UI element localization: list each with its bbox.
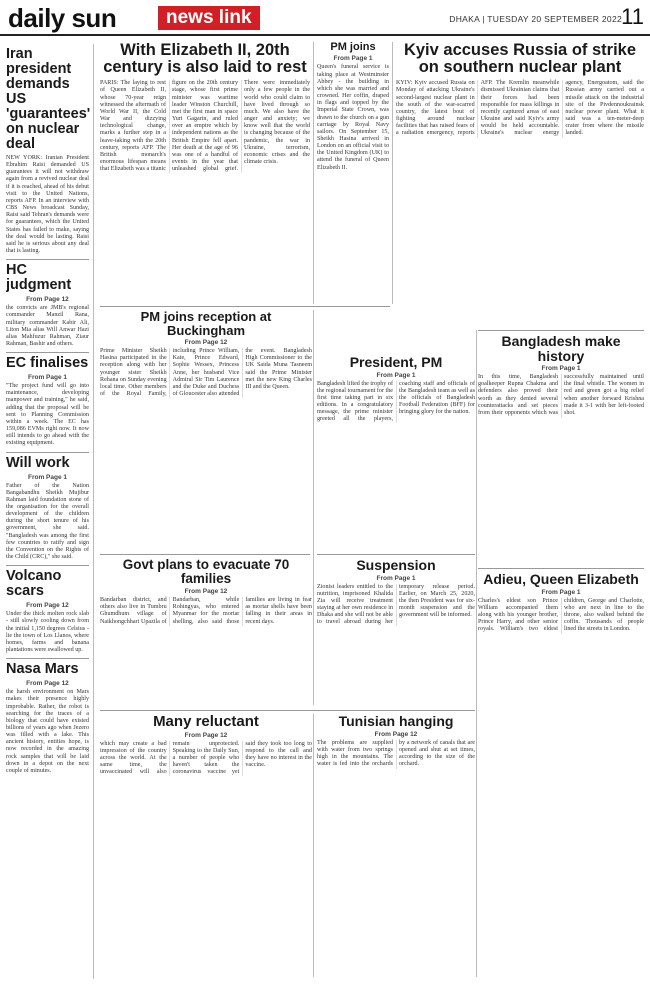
article-body: Bangladesh lifted the trophy of the regional tournament for the first time taking part in six editions. In a congratulatory message, the prime minister greeted all the players, coaching staff and officials of the Bangladesh team as well as the officials of Bangladesh Football Federation (BFF) for bringing glory for the nation. [317, 380, 475, 423]
article-headline: Iran president demands US 'guarantees' on nuclear deal [6, 46, 91, 152]
article-govt-plans [100, 558, 312, 708]
article-kyiv [396, 42, 644, 327]
from-page: From Page 12 [184, 731, 228, 739]
article-bangladesh [478, 334, 644, 564]
from-page: From Page 1 [541, 588, 581, 596]
article-headline: Will work [6, 454, 70, 471]
article-headline: EC finalises [6, 355, 89, 372]
article-body: Prime Minister Sheikh Hasina participated in the reception along with her younger sister Sheikh Rehana on Sunday evening local time. Other members of the Royal Family, including Prince William, Kate, Prince Edward, Sophie Wessex, Princess Anne, her husband Vice Admiral Sir Tim Laurence and the Duke and Duchess of Gloucester also attended the event. Bangladesh High Commissioner to the UK Saida Muna Tasneem said the Prime Minister met the new King Charles III and the Queen. [100, 348, 312, 397]
article-headline: Nasa Mars [6, 661, 79, 678]
newspaper-logo: daily sun [8, 3, 117, 33]
article-suspension [317, 558, 475, 708]
article-pm-reception [100, 310, 312, 552]
article-headline: Volcano scars [6, 568, 62, 600]
section-tag: news link [158, 6, 260, 30]
from-page: From Page 1 [333, 55, 373, 63]
from-page: From Page 12 [184, 588, 228, 596]
article-body: PARIS: The laying to rest of Queen Elizabeth II, whose 70-year reign witnessed the aftermath of World War II, the Cold War and dizzying technological change, marks a further step in a leave-taking with the 20th century, reports AFP. The British monarch's enormous lifespan means that Elizabeth was a titanic figure on the 20th century stage, whose first prime minister was wartime leader Winston Churchill, met the first man in space Yuri Gagarin, and ruled over an empire which by independent nations as the British Empire fell apart. Her death at the age of 96 was one of a handful of events in the year that unleashed global grief. There were immediately only a few people in the world who could claim to have lived through so much. We also have the anger and anxiety; we know well that the world is changing because of the pandemic, the war in Ukraine, terrorism, economic crises and the climate crisis. [100, 80, 310, 173]
from-page: From Page 12 [26, 680, 69, 688]
article-body: Queen's funeral service is taking place at Westminster Abbey - the building in which she was married and crowned. Her coffin, draped in flags and topped by the Imperial State Crown, was drawn to the church on a gun carriage by Royal Navy sailors. On September 15, Sheikh Hasina arrived in London on an official visit to the United Kingdom (UK) to attend the funeral of Queen Elizabeth II. [317, 64, 389, 171]
article-body: Zionist leaders entitled to the nutrition, imprisoned Khalida Zia will receive treatment staying at her own residence in Dhaka and she will not be able to travel abroad during her temporary release period. Earlier, on March 25, 2020, the then President was for six-month suspension and the government will be informed. [317, 583, 475, 626]
article-queen [100, 42, 310, 304]
page-number: 11 [621, 4, 644, 29]
from-page: From Page 1 [376, 574, 416, 582]
article-body: KYIV: Kyiv accused Russia on Monday of attacking Ukraine's second-largest nuclear plant in the south of the war-scarred country, the latest bout of fighting around nuclear facilities that has raised fears of a radiation emergency, reports AFP. The Kremlin meanwhile dismissed Ukrainian claims that their forces had been responsible for mass killings in recently captured areas of east Ukraine and said Kyiv's army would be held accountable. Ukraine's nuclear energy agency, Energoatom, said the Russian army carried out a missile attack on the industrial site of the Pivdennoukrainsk nuclear power plant. What it said was a ten-meter-deep crater from where the missile landed. [396, 80, 644, 137]
article-tunisia [317, 714, 475, 977]
article-headline: Tunisian hanging [338, 714, 454, 729]
article-body: The problems are supplied with water from two springs high in the mountains. The water is fed into the orchards by a network of canals that are opened and shut at set times, according to the size of the orchard. [317, 739, 475, 768]
article-headline: Kyiv accuses Russia of strike on southern nuclear plant [403, 42, 637, 77]
from-page: From Page 12 [184, 339, 228, 347]
article-president [317, 355, 475, 550]
from-page: From Page 12 [26, 296, 69, 304]
from-page: From Page 12 [374, 730, 418, 738]
article-headline: Suspension [356, 558, 436, 573]
from-page: From Page 1 [541, 365, 581, 373]
article-body: Bandarban district, and others also live in Tumbru Ghumdhum village of Naikhongchhari Upazila of Bandarban, while Rohingyas, who entered Myanmar for the mortar shelling, also said those families are living in fear as mortar shells have been falling in their areas in recent days. [100, 597, 312, 625]
article-adieu [478, 572, 644, 977]
article-pm-joins [317, 42, 389, 304]
left-column [6, 44, 94, 979]
article-many-reluctant [100, 714, 312, 977]
dateline: DHAKA | TUESDAY 20 SEPTEMBER 2022 [449, 14, 622, 24]
from-page: From Page 1 [27, 374, 67, 382]
from-page: From Page 12 [26, 602, 69, 610]
article-body: Under the thick molten rock slab - still slowly cooling down from the initial 1,150 degrees Celsius - lie the town of Los Llanos, where homes, farms and banana plantations were swallowed up. [6, 611, 89, 654]
article-body: which may create a bad impression of the country across the world. At the same time, the unvaccinated will also remain unprotected. Speaking to the Daily Sun, a number of people who haven't taken the coronavirus vaccine yet said they took too long to respond to the call and they have no interest in the vaccine. [100, 740, 312, 776]
article-headline: President, PM [349, 355, 443, 370]
article-body: "The project fund will go into maintenance, developing manpower and training," he said, adding that the proposal will be sent to Planning Commission within a week. The EC has 159,086 EVMs right now. It now still intends to go ahead with the existing equipment. [6, 383, 89, 447]
article-body: In this time, Bangladesh goalkeeper Rupna Chakma and defenders also proved their worth as they denied several counterattacks and set pieces from their opponents which was successfully maintained until the final whistle. The women in red and green got a big relief when another forward Krishna made it 3-1 with her left-footed shot. [478, 374, 644, 416]
article-headline: PM joins reception at Buckingham [140, 310, 272, 338]
article-headline: Bangladesh make history [501, 334, 621, 364]
article-body: Father of the Nation Bangabandhu Sheikh Mujibur Rahman laid foundation stone of the organisation for the overall development of the children during the short tenure of his government, she said. "Bangladesh was among the first few countries to ratify and sign the Convention on the Rights of the Child (CRC)," she said. [6, 482, 89, 561]
article-body: the harsh environment on Mars makes their presence highly improbable. Rather, the robot is searching for the traces of a biology that could have existed billions of years ago when Jezero was filled with a lake. This ancient history, entities hope, is now recorded in the amazing rock samples that will be laid down in a depot on the next couple of minutes. [6, 689, 89, 774]
article-body: the convicts are JMB's regional commander Manzil Rana, military commander Kabir Ali, Liton Mia alias Will Anwar Hazi alias Mahfuzur Rahman, Ziaur Rahman, Bashir and others. [6, 305, 89, 347]
article-headline: Adieu, Queen Elizabeth [483, 572, 639, 587]
masthead [0, 0, 650, 36]
from-page: From Page 1 [376, 371, 416, 379]
article-headline: PM joins [330, 42, 376, 53]
article-headline: HC judgment [6, 262, 72, 294]
article-body: Charles's eldest son Prince William accompanied them along with his younger brother, Prince Harry, and other senior royals. William's two eldest children, George and Charlotte, who are next in line to the throne, also walked behind the coffin. Thousands of people lined the streets in London. [478, 597, 644, 633]
article-headline: Many reluctant [153, 714, 259, 730]
from-page: From Page 1 [27, 473, 67, 481]
article-headline: With Elizabeth II, 20th century is also laid to rest [103, 42, 307, 77]
article-headline: Govt plans to evacuate 70 families [122, 558, 290, 587]
article-body: NEW YORK: Iranian President Ebrahim Raisi demanded US guarantees it will not withdraw again from a revived nuclear deal if it is reached, ahead of his debut visit to the United Nations, reports AFP. In an interview with CBS News broadcast Sunday, Raisi said Tehran's demands were for guarantees, which the United States has failed to make, saying the deal would be lasting. Raisi said he is serious about any deal that is lasting. [6, 155, 89, 255]
